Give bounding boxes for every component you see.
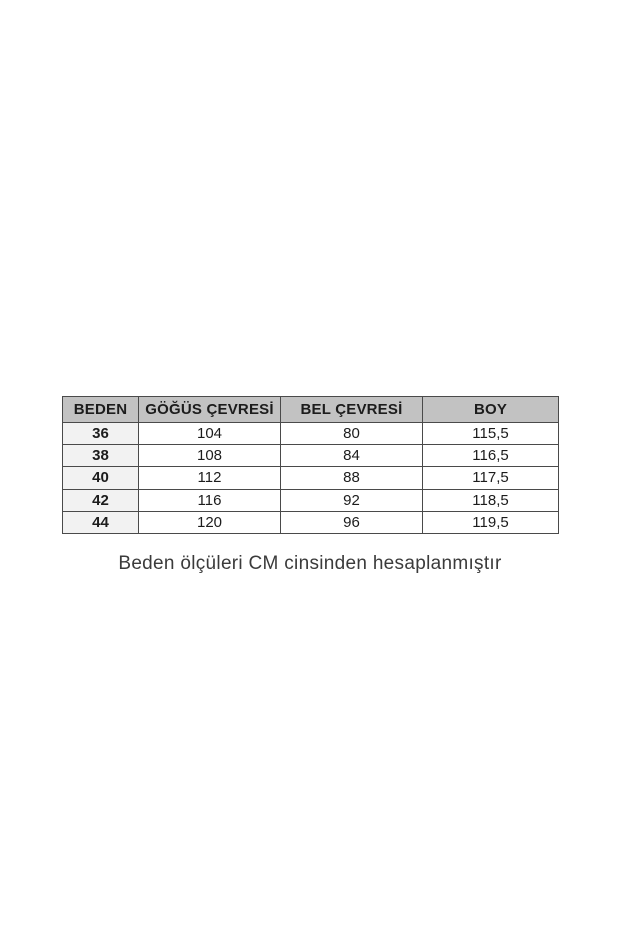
chest-cell: 108 — [139, 445, 281, 467]
length-cell: 115,5 — [423, 423, 559, 445]
chest-cell: 112 — [139, 467, 281, 489]
chest-cell: 104 — [139, 423, 281, 445]
length-cell: 119,5 — [423, 511, 559, 533]
size-cell: 38 — [63, 445, 139, 467]
chest-cell: 120 — [139, 511, 281, 533]
waist-cell: 92 — [281, 489, 423, 511]
size-cell: 44 — [63, 511, 139, 533]
size-cell: 40 — [63, 467, 139, 489]
size-chart-header-row — [63, 397, 559, 423]
length-cell: 118,5 — [423, 489, 559, 511]
header-beden: BEDEN — [63, 397, 139, 423]
size-cell: 42 — [63, 489, 139, 511]
table-row — [63, 423, 559, 445]
waist-cell: 80 — [281, 423, 423, 445]
length-cell: 116,5 — [423, 445, 559, 467]
table-row — [63, 489, 559, 511]
length-cell: 117,5 — [423, 467, 559, 489]
header-gogus-cevresi: GÖĞÜS ÇEVRESİ — [139, 397, 281, 423]
chest-cell: 116 — [139, 489, 281, 511]
table-row — [63, 467, 559, 489]
table-row — [63, 511, 559, 533]
size-chart-table — [62, 396, 559, 534]
measurement-unit-note: Beden ölçüleri CM cinsinden hesaplanmıştır — [118, 553, 502, 574]
header-boy: BOY — [423, 397, 559, 423]
header-bel-cevresi: BEL ÇEVRESİ — [281, 397, 423, 423]
size-cell: 36 — [63, 423, 139, 445]
waist-cell: 88 — [281, 467, 423, 489]
table-row — [63, 445, 559, 467]
waist-cell: 96 — [281, 511, 423, 533]
waist-cell: 84 — [281, 445, 423, 467]
